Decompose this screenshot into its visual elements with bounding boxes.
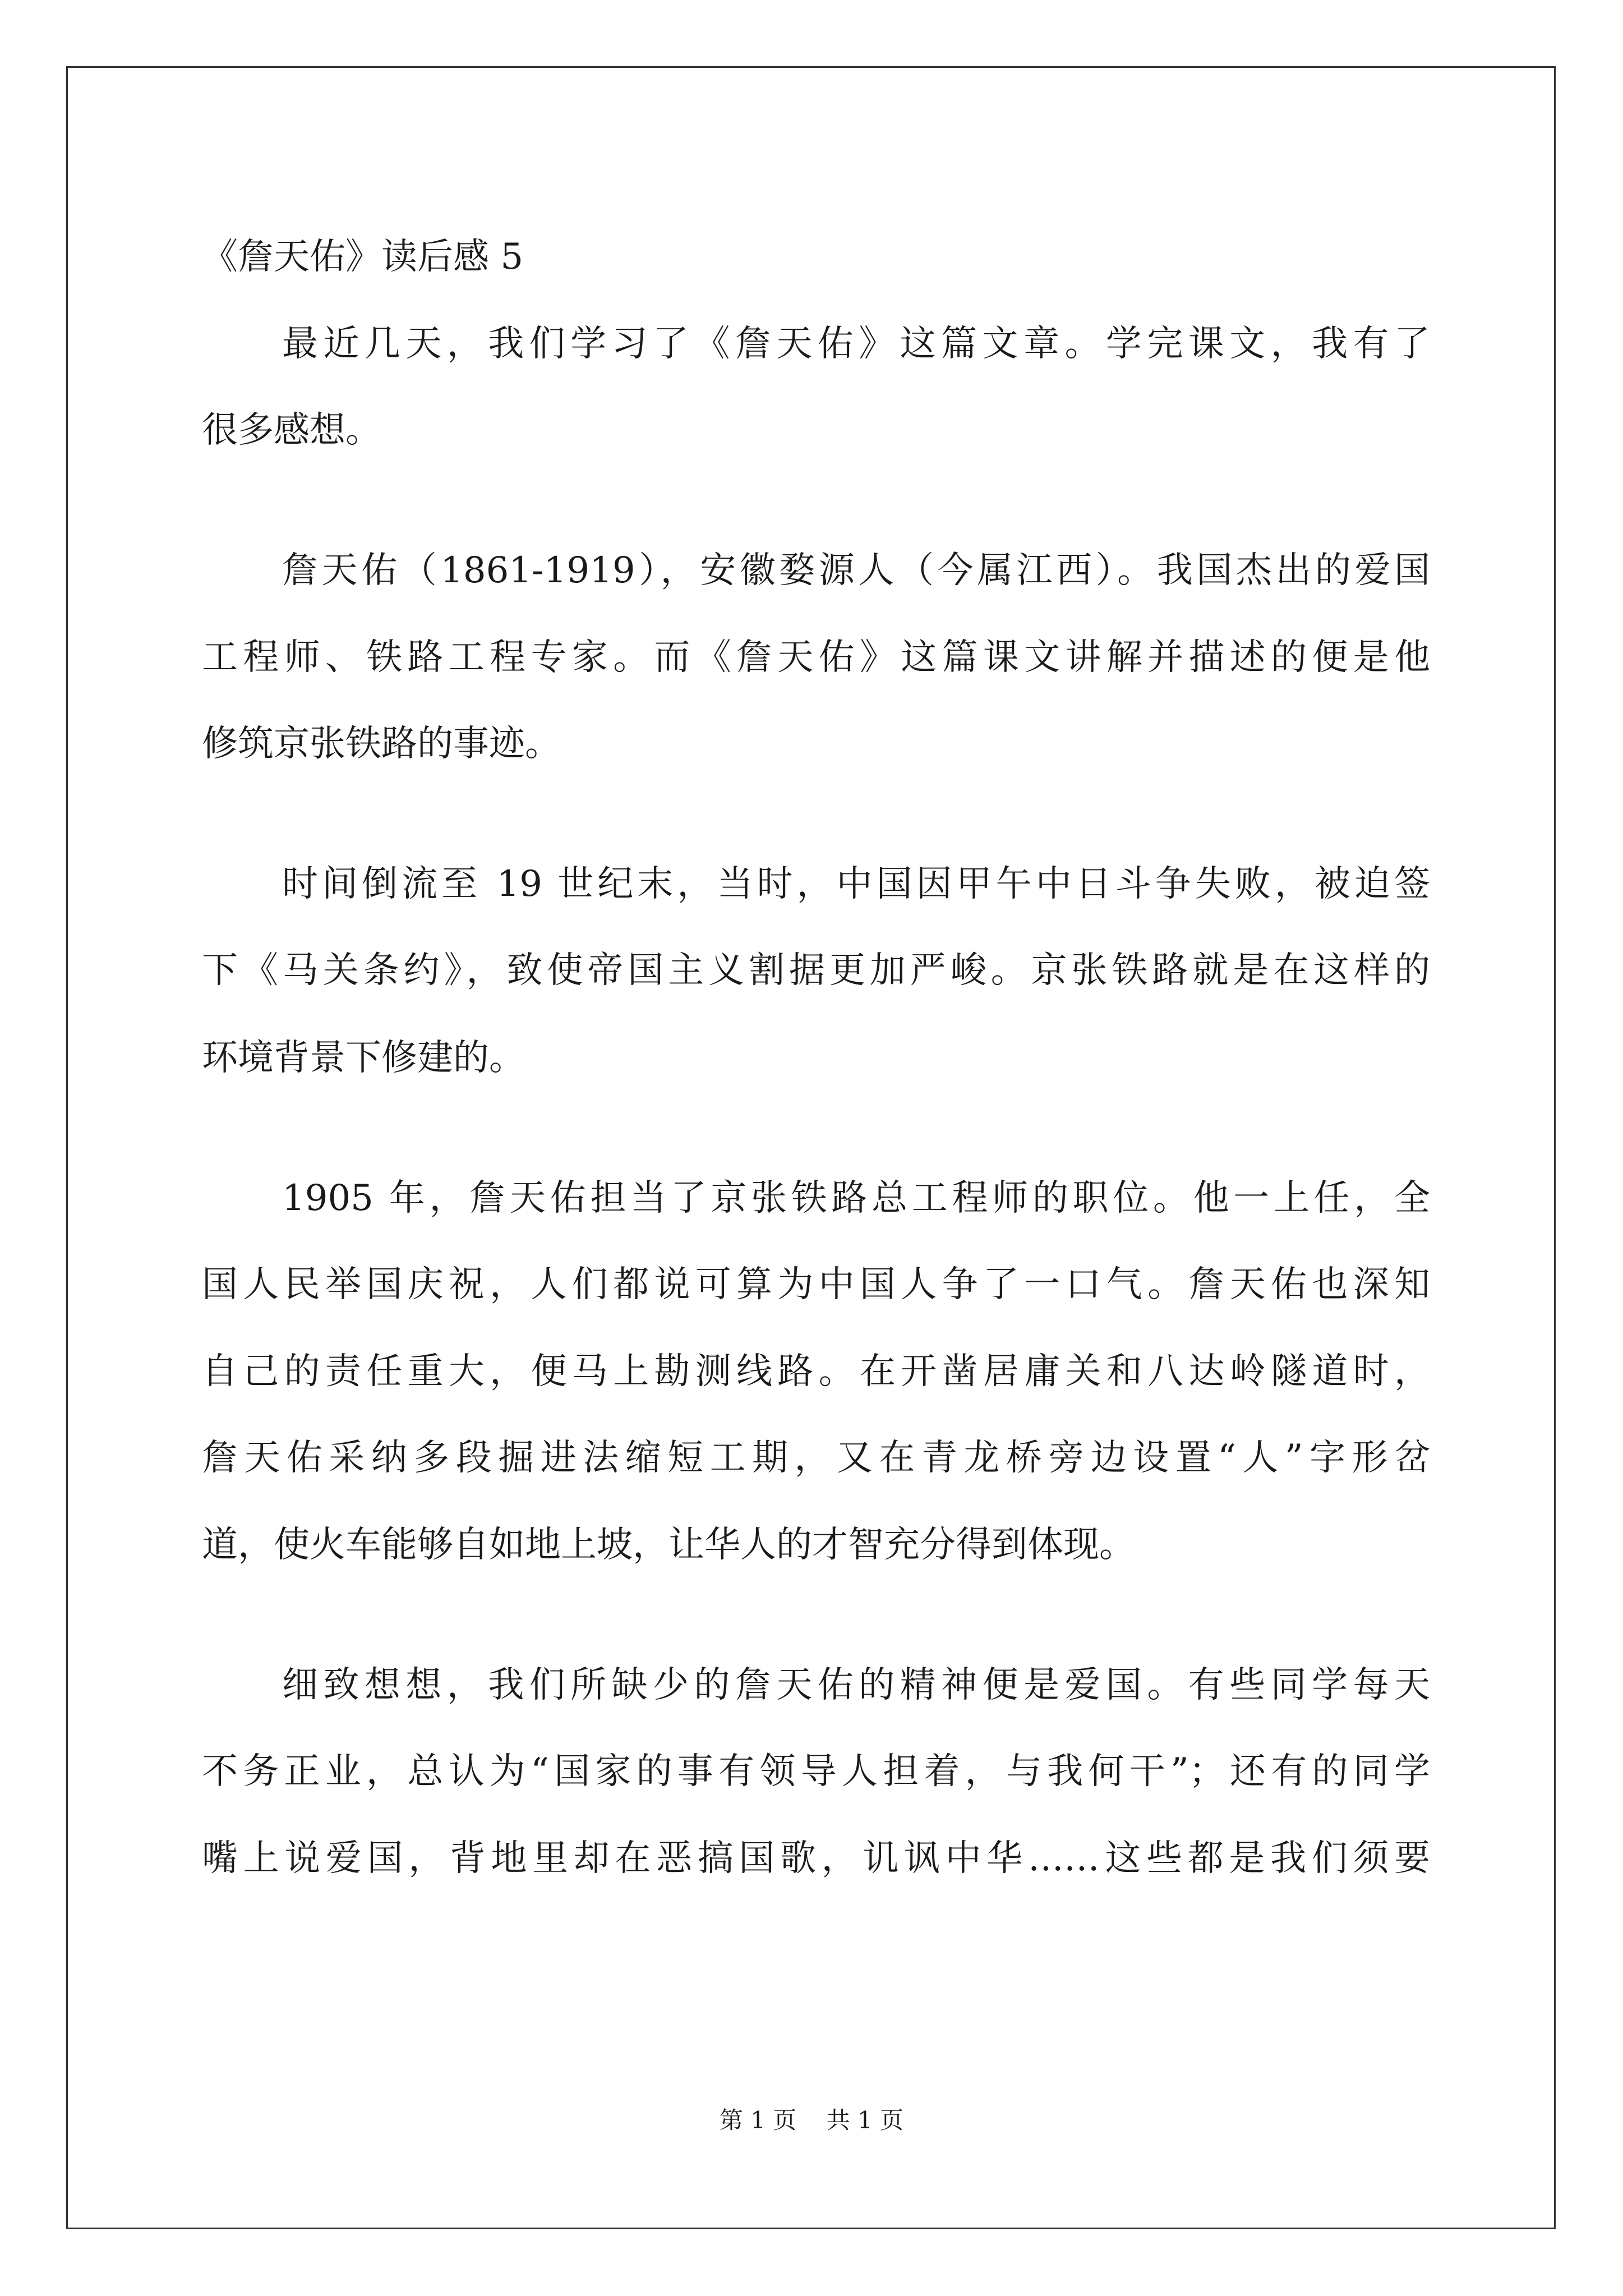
- document-title: 《詹天佑》读后感 5: [202, 236, 524, 278]
- paragraph-line: 修筑京张铁路的事迹。: [202, 723, 561, 765]
- paragraph-line: 时间倒流至 19 世纪末，当时，中国因甲午中日斗争失败，被迫签: [282, 863, 1430, 905]
- paragraph-line: 环境背景下修建的。: [202, 1037, 525, 1079]
- paragraph-line: 不务正业，总认为“国家的事有领导人担着，与我何干”；还有的同学: [202, 1751, 1430, 1792]
- paragraph-line: 詹天佑（1861-1919），安徽婺源人（今属江西）。我国杰出的爱国: [282, 550, 1430, 591]
- paragraph-line: 詹天佑采纳多段掘进法缩短工期，又在青龙桥旁边设置“人”字形岔: [202, 1437, 1430, 1479]
- paragraph-line: 国人民举国庆祝，人们都说可算为中国人争了一口气。詹天佑也深知: [202, 1264, 1430, 1305]
- paragraph-line: 最近几天，我们学习了《詹天佑》这篇文章。学完课文，我有了: [282, 323, 1430, 365]
- paragraph-line: 很多感想。: [202, 409, 381, 451]
- paragraph-line: 下《马关条约》，致使帝国主义割据更加严峻。京张铁路就是在这样的: [202, 950, 1430, 991]
- paragraph-line: 道，使火车能够自如地上坡，让华人的才智充分得到体现。: [202, 1524, 1135, 1566]
- paragraph-line: 自己的责任重大，便马上勘测线路。在开凿居庸关和八达岭隧道时，: [202, 1351, 1430, 1392]
- paragraph-line: 细致想想，我们所缺少的詹天佑的精神便是爱国。有些同学每天: [282, 1664, 1430, 1706]
- paragraph-line: 工程师、铁路工程专家。而《詹天佑》这篇课文讲解并描述的便是他: [202, 637, 1430, 678]
- paragraph-line: 1905 年，詹天佑担当了京张铁路总工程师的职位。他一上任，全: [282, 1177, 1430, 1219]
- page-footer: 第 1 页 共 1 页: [719, 2106, 904, 2134]
- page-border: [66, 66, 1556, 2229]
- paragraph-line: 嘴上说爱国，背地里却在恶搞国歌，讥讽中华……这些都是我们须要: [202, 1838, 1430, 1879]
